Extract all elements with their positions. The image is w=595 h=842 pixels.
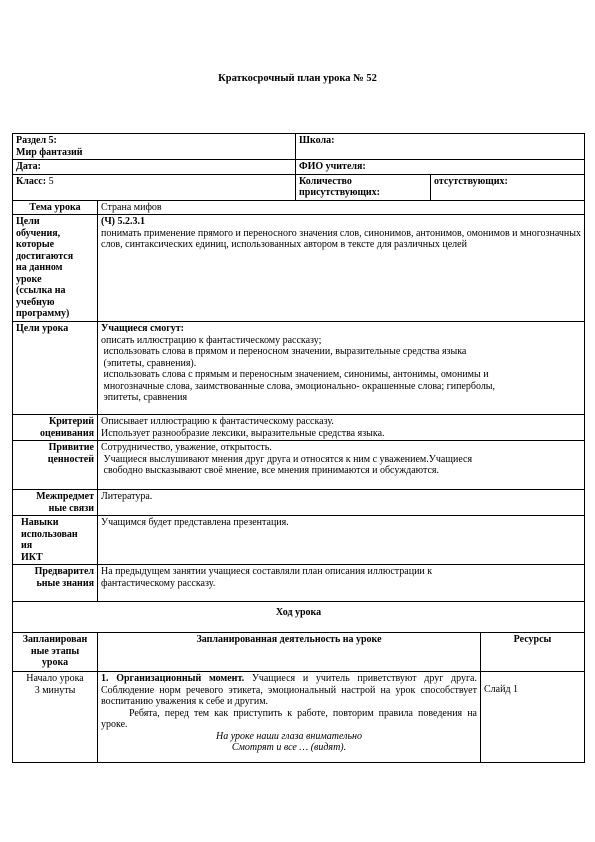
goals-label-line: достигаются [16, 250, 74, 262]
cross-links-label [13, 490, 98, 516]
aims-line: использовать слова с прямым и переносным значением, синонимы, антонимы, омонимы и [101, 369, 489, 380]
row-prior-knowledge [13, 565, 585, 602]
prior-knowledge-content [98, 565, 585, 602]
values-label [13, 441, 98, 490]
cell-teacher [296, 160, 585, 175]
goals-label-line: обучения, [16, 227, 61, 239]
row-ict [13, 516, 585, 565]
activity-text: Учащиеся и учитель приветствуют друг друга. Соблюдение норм речевого этикета, эмоциональный настрой на урок способствует воспитанию уважения к себе и другим. [101, 673, 477, 707]
poem-line-text: Смотрят и все … (видят). [231, 742, 347, 753]
criteria-content [98, 415, 585, 441]
stage-activity [98, 672, 481, 763]
ict-label-line: ия [21, 540, 33, 551]
aims-line: использовать слова в прямом и переносном значении, выразительные средства языка [101, 346, 467, 357]
col-stage-line: урока [41, 657, 69, 668]
goals-label-line: (ссылка на [16, 285, 66, 296]
goals-label-line: Цели [16, 216, 40, 227]
row-course-title [13, 602, 585, 633]
prior-line: фантастическому рассказу. [101, 577, 216, 589]
criteria-line: Описывает иллюстрацию к фантастическому рассказу. [101, 416, 334, 427]
ict-label [13, 516, 98, 565]
lesson-aims-content [98, 322, 585, 415]
row-theme [13, 200, 585, 215]
teacher-label: ФИО учителя: [299, 161, 366, 172]
absent-label: отсутствующих: [434, 175, 508, 187]
row-lesson-aims [13, 322, 585, 415]
values-line: Сотрудничество, уважение, открытость. [101, 442, 272, 453]
aims-title: Учащиеся смогут: [101, 323, 184, 334]
cell-school [296, 134, 585, 160]
cross-links-value: Литература. [98, 490, 585, 516]
criteria-label-line: оценивания [39, 427, 94, 439]
learning-goals-content [98, 215, 585, 322]
prior-label-line: Предварител [34, 566, 94, 577]
course-title: Ход урока [13, 602, 585, 633]
goals-text: понимать применение прямого и переносного значения слов, синонимов, антонимов, омонимов и многозначных слов, синтаксических единиц, использованных автором в тексте для различных целей [101, 227, 581, 250]
prior-knowledge-label [13, 565, 98, 602]
class-value: 5 [48, 175, 54, 187]
poem-line [101, 742, 477, 754]
prior-line: На предыдущем занятии учащиеся составляли план описания иллюстрации к [101, 566, 433, 577]
values-label-line: ценностей [47, 453, 94, 465]
activity-heading: 1. Организационный момент. [101, 673, 245, 684]
values-content [98, 441, 585, 490]
cell-absent [431, 174, 585, 200]
row-stage-start [13, 672, 585, 763]
col-stage-line: Запланирован [22, 634, 88, 645]
present-label-2: присутствующих: [299, 187, 381, 198]
col-stage-header [13, 633, 98, 672]
values-line: Учащиеся выслушивают мнения друг друга и относятся к ним с уважением.Учащиеся [101, 453, 473, 465]
aims-line: эпитеты, сравнения [101, 392, 188, 403]
cell-present [296, 174, 431, 200]
prior-label-line: ьные знания [36, 577, 94, 589]
cell-date [13, 160, 296, 175]
stage-duration: 3 минуты [34, 684, 76, 696]
row-course-header [13, 633, 585, 672]
activity-para: Ребята, перед тем как приступить к работе, повторим правила поведения на уроке. [101, 707, 477, 730]
ict-value: Учащимся будет представлена презентация. [98, 516, 585, 565]
cell-class [13, 174, 296, 200]
present-label-1: Количество [299, 175, 352, 187]
row-cross-links [13, 490, 585, 516]
goals-label-line: уроке [16, 273, 42, 285]
row-class [13, 174, 585, 200]
criteria-line: Использует разнообразие лексики, выразительные средства языка. [101, 427, 385, 439]
row-date [13, 160, 585, 175]
section-value: Мир фантазий [16, 146, 83, 158]
class-label: Класс: [16, 175, 47, 187]
stage-start [13, 672, 98, 763]
stage-resource: Слайд 1 [481, 672, 585, 763]
learning-goals-label [13, 215, 98, 322]
goals-code: (Ч) 5.2.3.1 [101, 216, 145, 227]
ict-label-line: Навыки [21, 517, 59, 528]
values-line: свободно высказывают своё мнение, все мнения принимаются и обсуждаются. [101, 465, 440, 476]
col-resources-header: Ресурсы [481, 633, 585, 672]
goals-label-line: учебную [16, 296, 55, 308]
lesson-plan-table [12, 133, 585, 763]
row-section [13, 134, 585, 160]
theme-value: Страна мифов [98, 200, 585, 215]
school-label: Школа: [299, 135, 335, 146]
cell-section [13, 134, 296, 160]
col-stage-line: ные этапы [30, 645, 80, 657]
cross-label-line: Межпредмет [36, 491, 94, 502]
goals-label-line: на данном [16, 262, 63, 273]
goals-label-line: программу) [16, 308, 70, 319]
lesson-aims-label: Цели урока [13, 322, 98, 415]
col-activity-header: Запланированная деятельность на уроке [98, 633, 481, 672]
criteria-label-line: Критерий [48, 416, 94, 427]
goals-label-line: которые [16, 239, 55, 250]
aims-line: (эпитеты, сравнения). [101, 357, 197, 369]
date-label: Дата: [16, 161, 41, 172]
ict-label-line: ИКТ [21, 551, 43, 563]
row-values [13, 441, 585, 490]
row-criteria [13, 415, 585, 441]
criteria-label [13, 415, 98, 441]
ict-label-line: использован [21, 528, 78, 540]
section-label: Раздел 5: [16, 135, 57, 146]
aims-line: многозначные слова, заимствованные слова, эмоционально- окрашенные слова; гиперболы, [101, 380, 496, 392]
aims-line: описать иллюстрацию к фантастическому рассказу; [101, 334, 322, 346]
page-title: Краткосрочный план урока № 52 [218, 73, 377, 84]
cross-label-line: ные связи [48, 502, 94, 514]
theme-label: Тема урока [13, 200, 98, 215]
row-learning-goals [13, 215, 585, 322]
poem-line: На уроке наши глаза внимательно [215, 730, 363, 742]
stage-name: Начало урока [26, 673, 84, 684]
values-label-line: Привитие [48, 442, 94, 453]
